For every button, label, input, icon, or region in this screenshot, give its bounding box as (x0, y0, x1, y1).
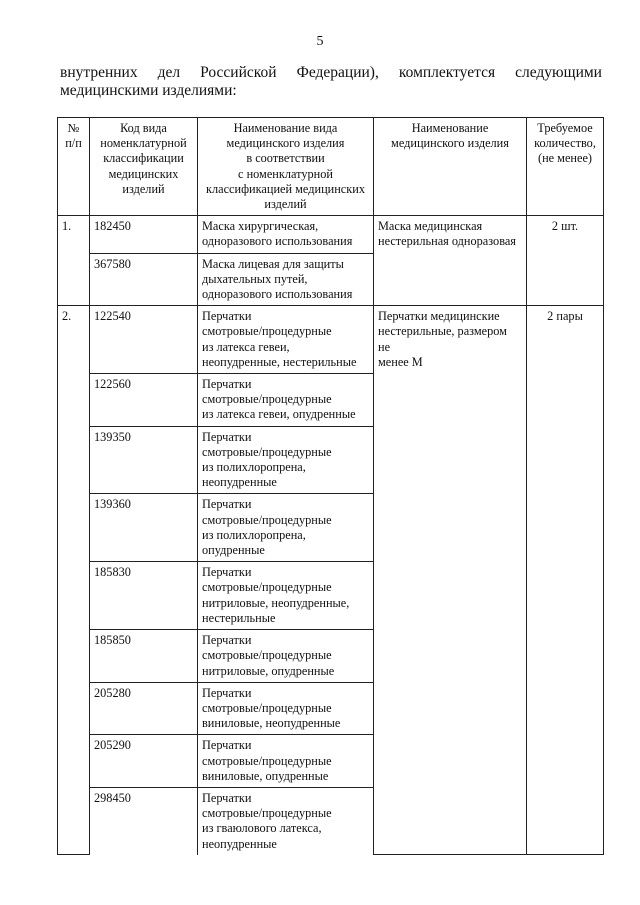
text-line: Перчатки (202, 738, 252, 753)
device-class-name (198, 787, 374, 854)
table-header-row (58, 118, 604, 216)
intro-word: Федерации), (296, 64, 379, 81)
nomenclature-code: 139350 (90, 426, 198, 494)
nomenclature-code: 122560 (90, 374, 198, 427)
intro-line-1 (60, 64, 602, 82)
text-line: неопудренные (202, 836, 277, 851)
text-line: Код вида (120, 121, 167, 135)
device-class-name (198, 306, 374, 374)
intro-word: Российской (200, 64, 277, 81)
text-line: из латекса гевеи, опудренные (202, 407, 356, 422)
device-class-name (198, 735, 374, 788)
table-row (58, 216, 604, 253)
text-line: смотровые/процедурные (202, 512, 332, 527)
text-line: Маска лицевая для защиты (202, 256, 344, 271)
text-line: из полихлоропрена, (202, 460, 306, 475)
intro-word: дел (157, 64, 181, 81)
text-line: Перчатки медицинские (378, 309, 500, 324)
table-row (58, 306, 604, 374)
text-line: Перчатки (202, 565, 252, 580)
header-class-name (198, 118, 374, 216)
header-quantity (527, 118, 604, 216)
text-line: Перчатки (202, 377, 252, 392)
header-code (90, 118, 198, 216)
device-class-name (198, 682, 374, 735)
text-line: смотровые/процедурные (202, 444, 332, 459)
page-number: 5 (316, 34, 324, 49)
text-line: в соответствии (246, 151, 325, 166)
text-line: (не менее) (537, 151, 593, 166)
header-number (58, 118, 90, 216)
text-line: смотровые/процедурные (202, 392, 332, 407)
text-line: смотровые/процедурные (202, 753, 332, 768)
text-line: нестерильные (202, 610, 276, 625)
nomenclature-code: 367580 (90, 253, 198, 306)
text-line: из латекса гевеи, (202, 339, 290, 354)
text-line: Требуемое (537, 121, 593, 135)
nomenclature-code: 182450 (90, 216, 198, 253)
device-name (374, 306, 527, 855)
text-line: одноразового использования (202, 234, 353, 249)
text-line: Перчатки (202, 497, 252, 512)
text-line: неопудренные (202, 475, 277, 490)
text-line: № (67, 121, 80, 135)
row-number: 1. (58, 216, 90, 306)
text-line: Наименование вида (233, 121, 338, 135)
text-line: опудренные (202, 543, 265, 558)
device-class-name (198, 562, 374, 630)
text-line: неопудренные, нестерильные (202, 354, 357, 369)
intro-word: внутренних (60, 64, 138, 81)
text-line: Перчатки (202, 429, 252, 444)
row-number: 2. (58, 306, 90, 855)
text-line: из гваюлового латекса, (202, 821, 322, 836)
text-line: Перчатки (202, 633, 252, 648)
text-line: смотровые/процедурные (202, 580, 332, 595)
header-device-name (374, 118, 527, 216)
text-line: смотровые/процедурные (202, 806, 332, 821)
nomenclature-code: 122540 (90, 306, 198, 374)
nomenclature-code: 205280 (90, 682, 198, 735)
text-line: Маска хирургическая, (202, 219, 319, 234)
text-line: смотровые/процедурные (202, 700, 332, 715)
device-name (374, 216, 527, 306)
text-line: медицинских (108, 166, 179, 181)
text-line: дыхательных путей, (202, 271, 308, 286)
intro-word: следующими (515, 64, 602, 81)
text-line: изделий (264, 197, 307, 212)
text-line: медицинского изделия (226, 136, 345, 151)
text-line: смотровые/процедурные (202, 324, 332, 339)
text-line: виниловые, опудренные (202, 768, 329, 783)
required-quantity: 2 шт. (527, 216, 604, 306)
text-line: классификацией медицинских (206, 181, 365, 196)
intro-word: комплектуется (398, 64, 496, 81)
device-class-name (198, 216, 374, 253)
device-class-name (198, 494, 374, 562)
table-body (58, 216, 604, 855)
text-line: медицинского изделия (391, 136, 509, 151)
text-line: количество, (534, 136, 596, 151)
nomenclature-code: 139360 (90, 494, 198, 562)
text-line: из полихлоропрена, (202, 527, 306, 542)
intro-line-2: медицинскими изделиями: (60, 82, 237, 99)
text-line: нитриловые, опудренные (202, 663, 335, 678)
text-line: Перчатки (202, 685, 252, 700)
device-class-name (198, 630, 374, 683)
medical-devices-table (57, 117, 604, 855)
text-line: менее М (378, 354, 423, 369)
text-line: одноразового использования (202, 287, 353, 302)
nomenclature-code: 185850 (90, 630, 198, 683)
device-class-name (198, 374, 374, 427)
text-line: Перчатки (202, 790, 252, 805)
text-line: смотровые/процедурные (202, 648, 332, 663)
text-line: нестерильная одноразовая (378, 234, 516, 249)
text-line: нитриловые, неопудренные, (202, 595, 350, 610)
text-line: классификации (103, 151, 184, 166)
nomenclature-code: 205290 (90, 735, 198, 788)
nomenclature-code: 185830 (90, 562, 198, 630)
device-class-name (198, 426, 374, 494)
text-line: Наименование (411, 121, 489, 135)
device-class-name (198, 253, 374, 306)
text-line: с номенклатурной (238, 166, 333, 181)
text-line: нестерильные, размером не (378, 324, 507, 354)
text-line: виниловые, неопудренные (202, 716, 341, 731)
text-line: Перчатки (202, 309, 252, 324)
intro-text (60, 64, 602, 100)
nomenclature-code: 298450 (90, 787, 198, 854)
required-quantity: 2 пары (527, 306, 604, 855)
text-line: п/п (65, 136, 82, 151)
text-line: изделий (122, 181, 165, 196)
text-line: номенклатурной (100, 136, 187, 151)
text-line: Маска медицинская (378, 219, 483, 234)
